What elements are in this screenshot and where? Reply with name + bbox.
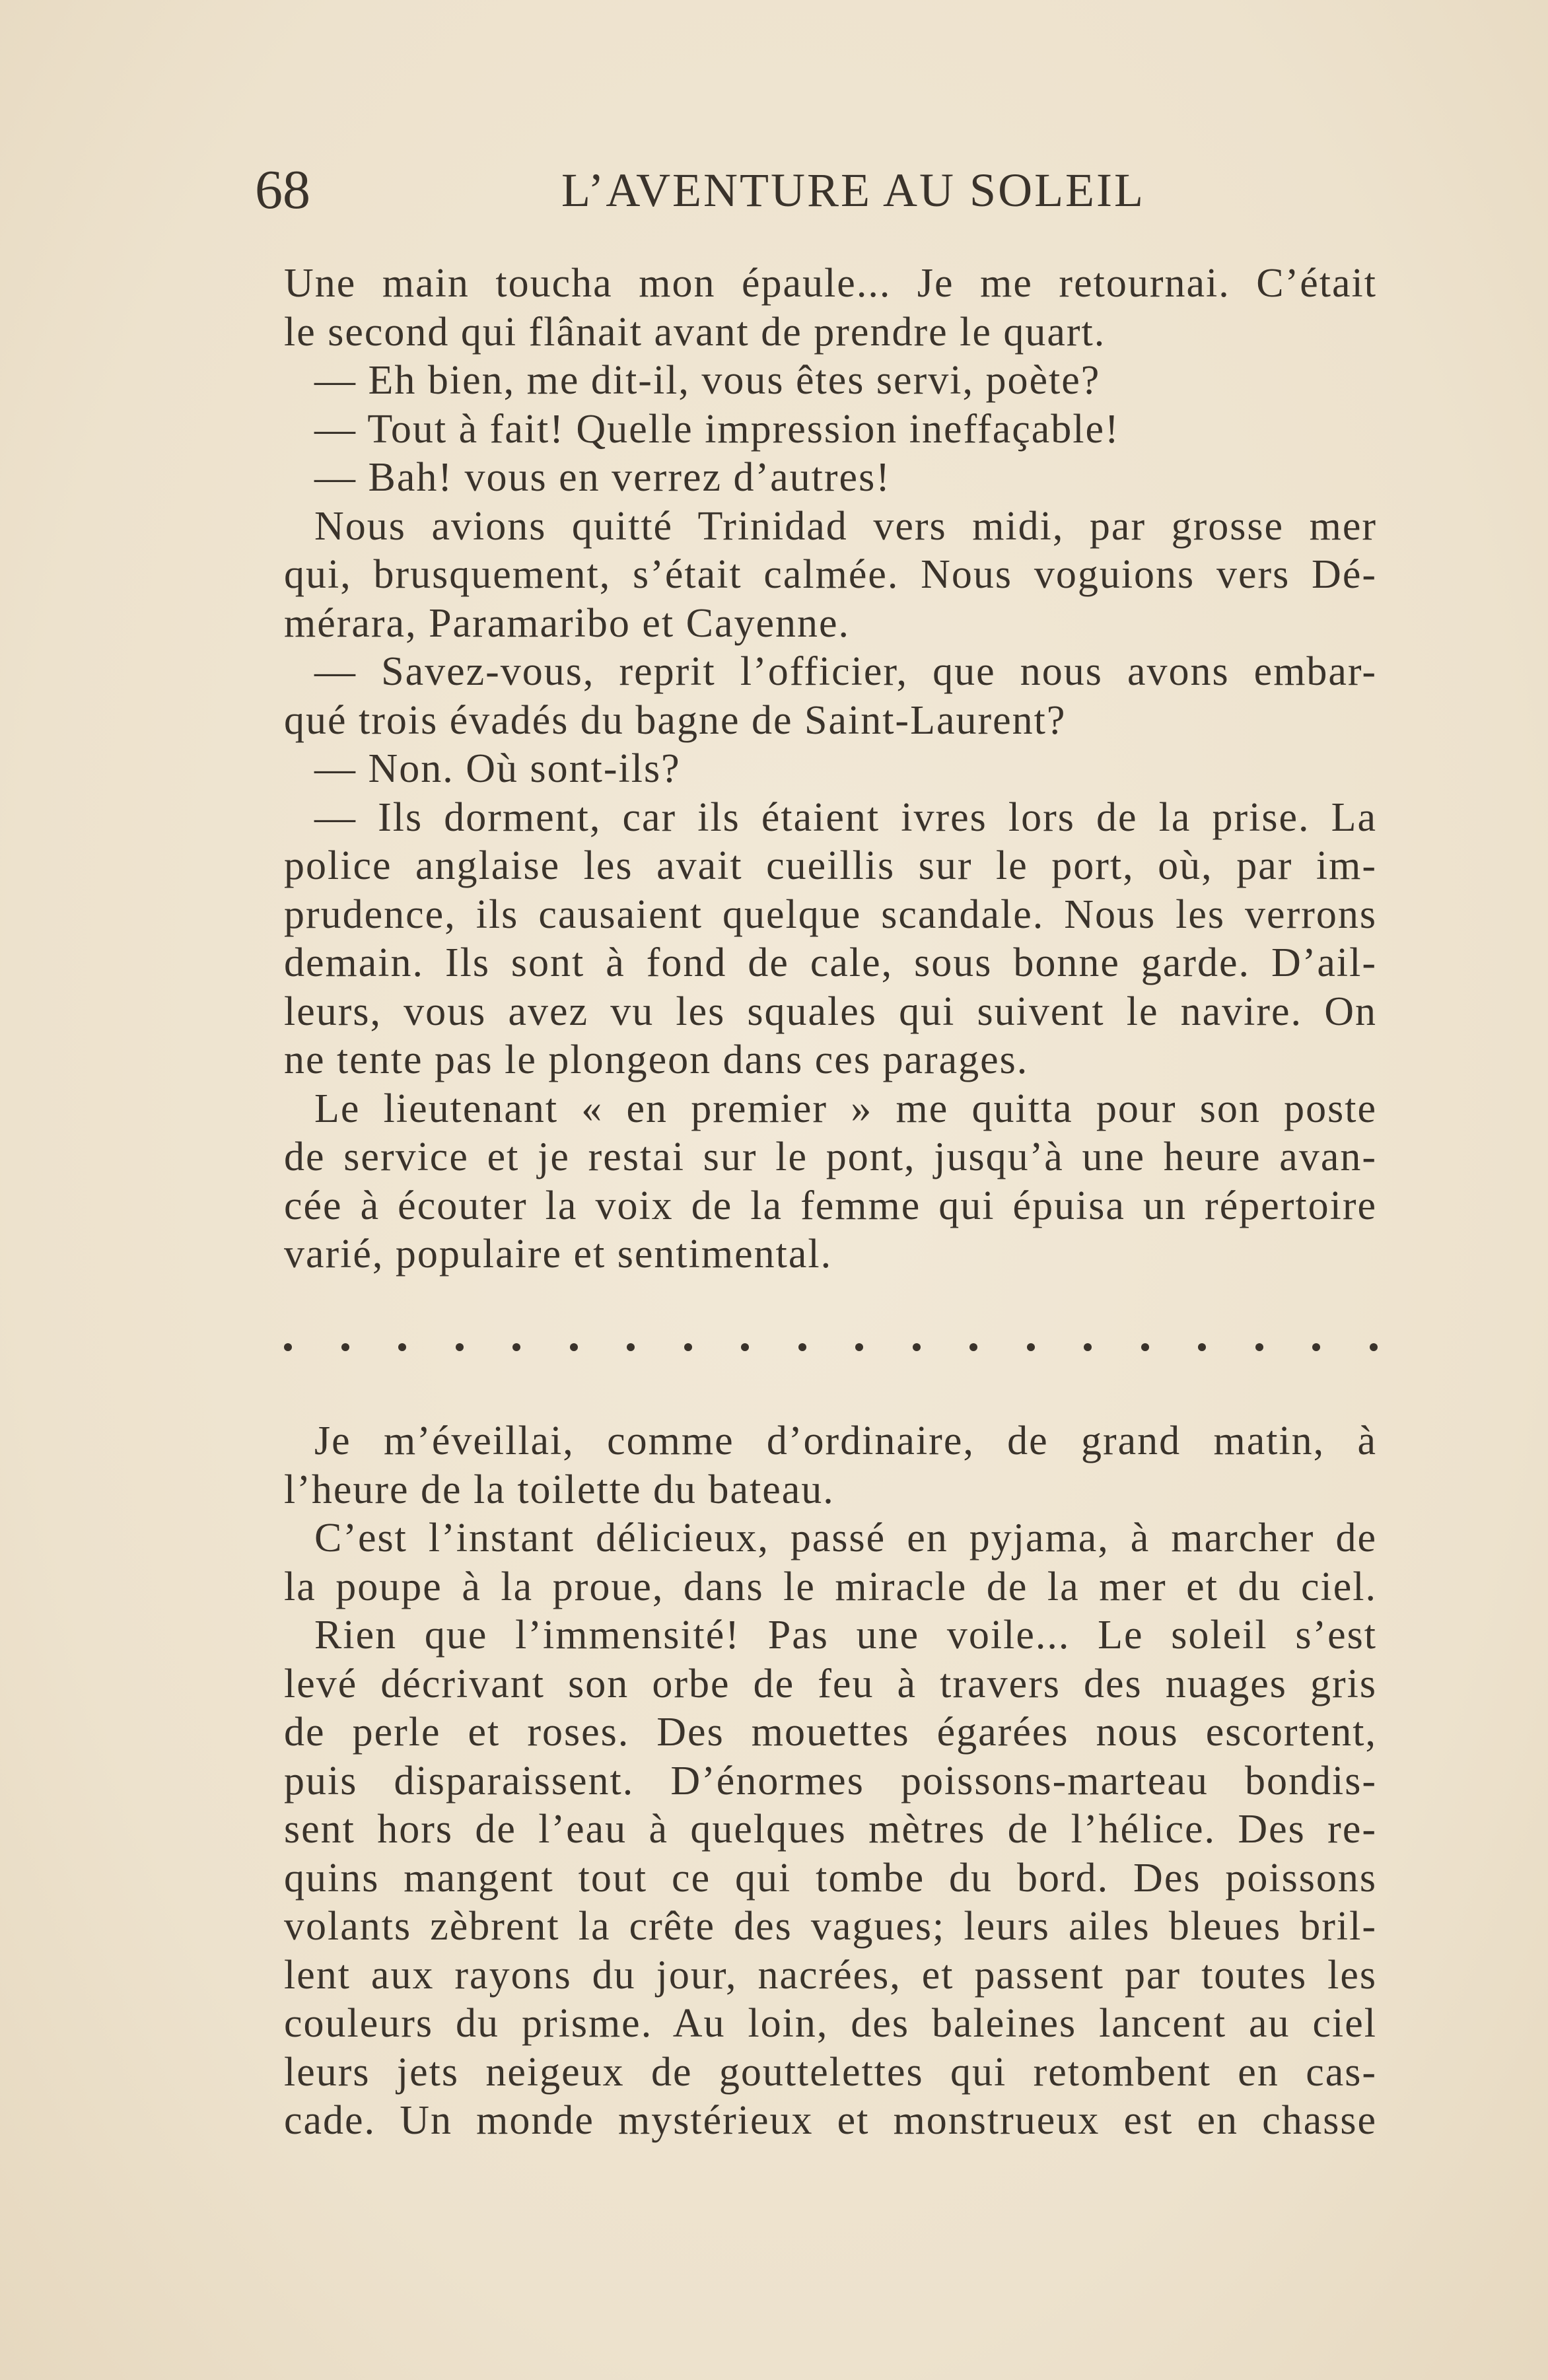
separator-dot: [1198, 1343, 1206, 1351]
text-line: de service et je restai sur le pont, jusqu’à une heure avan-: [284, 1135, 1377, 1179]
separator-dot: [1084, 1343, 1092, 1351]
running-title: L’AVENTURE AU SOLEIL: [561, 164, 1145, 217]
separator-dot: [398, 1343, 406, 1351]
text-line: cée à écouter la voix de la femme qui épuisa un répertoire: [284, 1183, 1377, 1228]
text-line: la poupe à la proue, dans le miracle de la mer et du ciel.: [284, 1564, 1377, 1609]
text-line: Une main toucha mon épaule... Je me retournai. C’était: [284, 261, 1377, 306]
separator-dot: [456, 1343, 464, 1351]
separator-dot: [684, 1343, 692, 1351]
text-line: Le lieutenant « en premier » me quitta pour son poste: [314, 1086, 1377, 1131]
text-line: police anglaise les avait cueillis sur le port, où, par im-: [284, 843, 1377, 888]
text-line: C’est l’instant délicieux, passé en pyjama, à marcher de: [314, 1516, 1377, 1560]
text-line: qui, brusquement, s’était calmée. Nous voguions vers Dé-: [284, 552, 1377, 597]
separator-dot: [1027, 1343, 1035, 1351]
text-line: — Tout à fait! Quelle impression ineffaçable!: [314, 406, 1120, 452]
text-line: leurs jets neigeux de gouttelettes qui retombent en cas-: [284, 2049, 1377, 2095]
separator-dot: [1370, 1343, 1378, 1351]
separator-dot: [1141, 1343, 1149, 1351]
separator-dot: [284, 1343, 292, 1351]
paragraph-block-1: [284, 260, 1378, 1279]
text-line: de perle et roses. Des mouettes égarées nous escortent,: [284, 1710, 1377, 1755]
separator-dot: [1312, 1343, 1320, 1351]
text-line: Rien que l’immensité! Pas une voile... Le soleil s’est: [314, 1613, 1377, 1658]
text-line: couleurs du prisme. Au loin, des baleines lancent au ciel: [284, 2001, 1377, 2046]
separator-dot: [969, 1343, 977, 1351]
text-line: l’heure de la toilette du bateau.: [284, 1467, 835, 1512]
separator-dot: [341, 1343, 349, 1351]
text-line: — Savez-vous, reprit l’officier, que nous avons embar-: [314, 649, 1377, 694]
separator-dot: [512, 1343, 520, 1351]
separator-dot: [855, 1343, 863, 1351]
separator-dot: [913, 1343, 921, 1351]
text-line: Je m’éveillai, comme d’ordinaire, de grand matin, à: [314, 1418, 1377, 1463]
separator-dot: [570, 1343, 578, 1351]
text-line: lent aux rayons du jour, nacrées, et passent par toutes les: [284, 1952, 1377, 1998]
text-line: le second qui flânait avant de prendre le quart.: [284, 309, 1106, 355]
text-line: leurs, vous avez vu les squales qui suivent le navire. On: [284, 989, 1377, 1034]
text-line: — Bah! vous en verrez d’autres!: [314, 455, 891, 500]
text-line: mérara, Paramaribo et Cayenne.: [284, 600, 851, 646]
text-line: cade. Un monde mystérieux et monstrueux est en chasse: [284, 2098, 1377, 2143]
text-line: quins mangent tout ce qui tombe du bord. Des poissons: [284, 1855, 1377, 1901]
page-number: 68: [255, 159, 310, 221]
text-line: sent hors de l’eau à quelques mètres de l’hélice. Des re-: [284, 1807, 1377, 1852]
separator-dot: [627, 1343, 635, 1351]
text-line: varié, populaire et sentimental.: [284, 1232, 833, 1277]
text-line: — Eh bien, me dit-il, vous êtes servi, poète?: [314, 358, 1101, 403]
separator-dot: [741, 1343, 749, 1351]
text-line: — Ils dorment, car ils étaient ivres lors de la prise. La: [314, 794, 1377, 840]
text-line: volants zèbrent la crête des vagues; leurs ailes bleues bril-: [284, 1904, 1377, 1949]
text-line: Nous avions quitté Trinidad vers midi, par grosse mer: [314, 503, 1377, 549]
text-line: — Non. Où sont-ils?: [314, 746, 681, 791]
text-line: prudence, ils causaient quelque scandale. Nous les verrons: [284, 892, 1377, 937]
text-line: ne tente pas le plongeon dans ces parages.: [284, 1037, 1029, 1082]
text-line: puis disparaissent. D’énormes poissons-marteau bondis-: [284, 1758, 1377, 1803]
text-line: qué trois évadés du bagne de Saint-Laurent?: [284, 697, 1067, 743]
paragraph-block-2: [284, 1417, 1378, 2146]
text-line: levé décrivant son orbe de feu à travers des nuages gris: [284, 1661, 1377, 1706]
separator-dot: [798, 1343, 806, 1351]
text-line: demain. Ils sont à fond de cale, sous bonne garde. D’ail-: [284, 940, 1377, 985]
separator-dot: [1255, 1343, 1263, 1351]
section-separator: [284, 1327, 1378, 1367]
